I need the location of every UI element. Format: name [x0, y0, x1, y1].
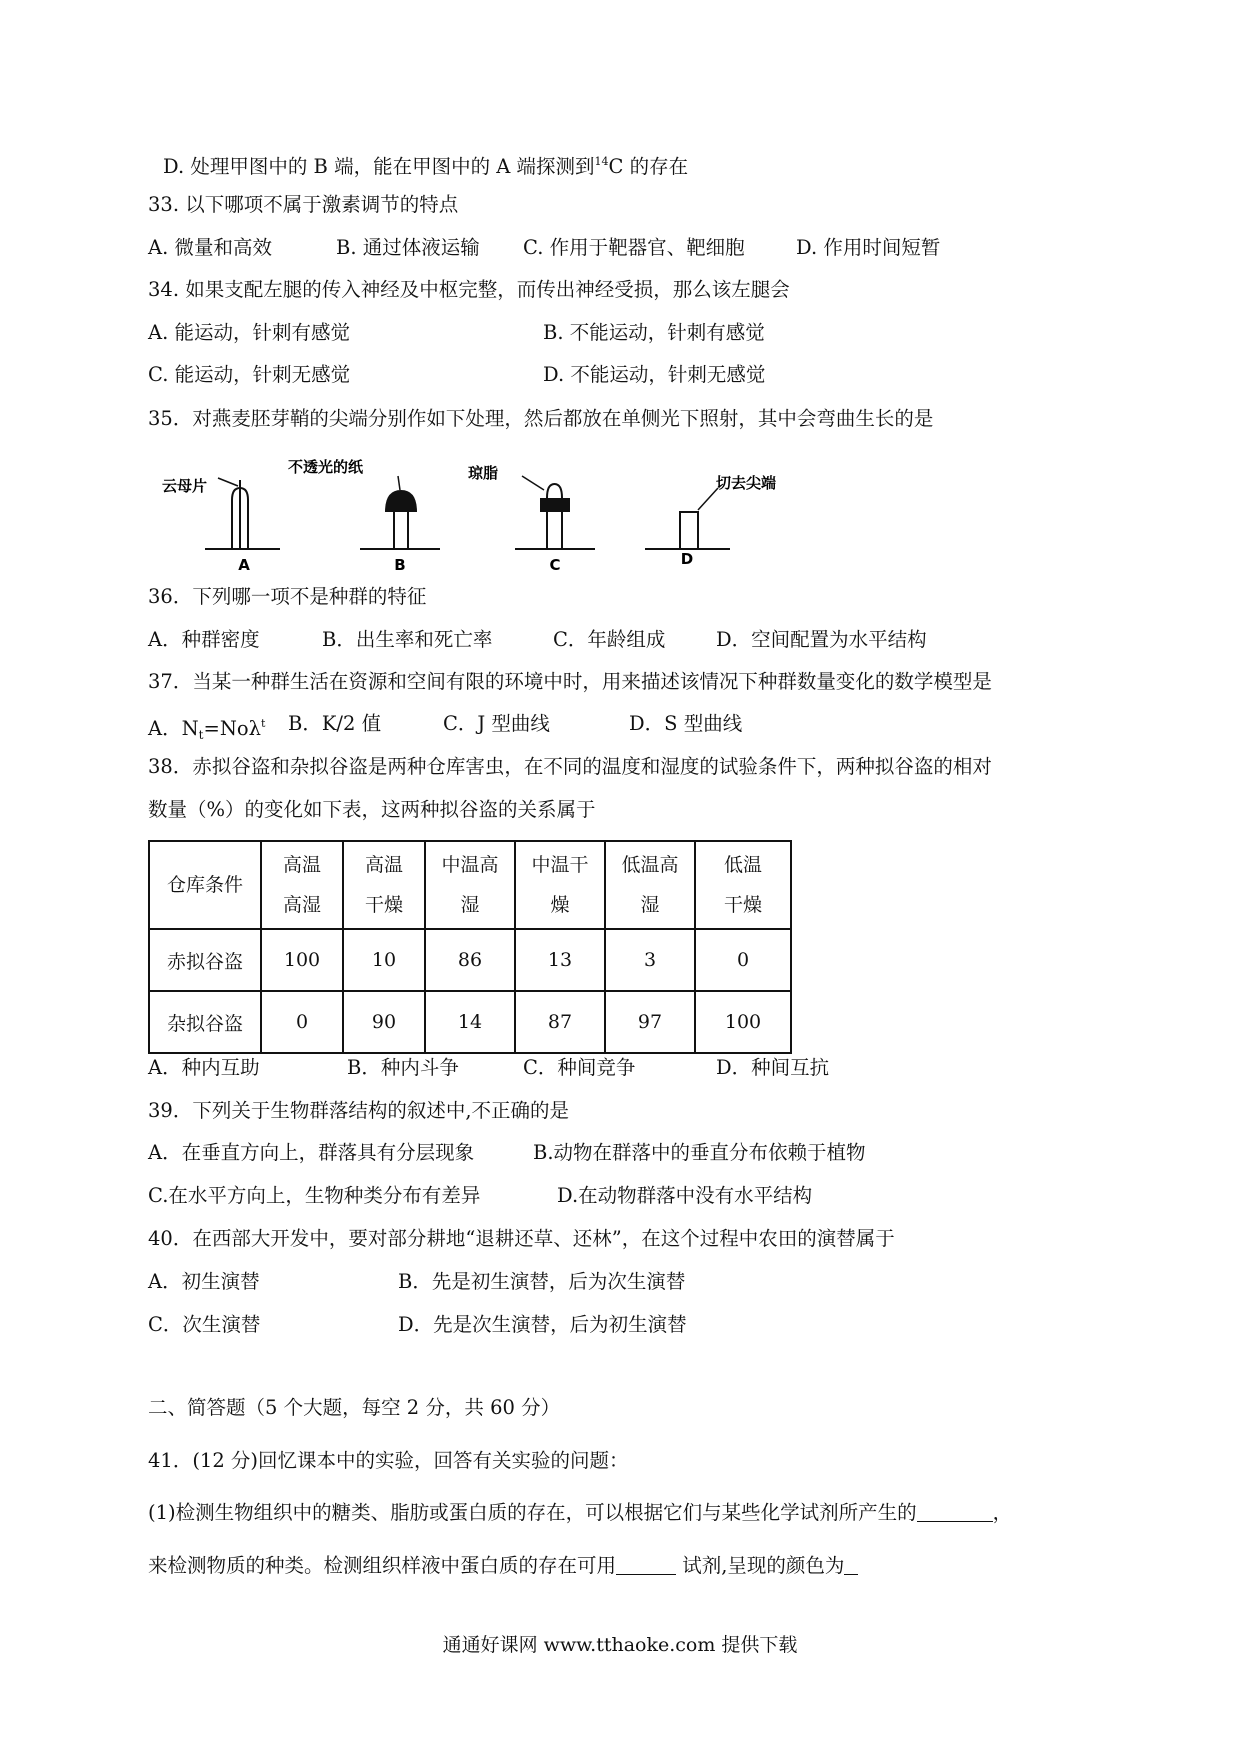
table-cell: 100 — [695, 991, 791, 1053]
q40-option-c: C．次生演替 — [148, 1313, 261, 1336]
table-header-cell: 仓库条件 — [149, 841, 261, 929]
label-cut: 切去尖端 — [716, 474, 777, 492]
q37-option-c: C．J 型曲线 — [443, 712, 550, 735]
q37-stem: 37．当某一种群生活在资源和空间有限的环境中时，用来描述该情况下种群数量变化的数学模型是 — [148, 670, 992, 693]
letter-c: C — [549, 556, 561, 574]
q41-part1-line1: (1)检测生物组织中的糖类、脂肪或蛋白质的存在，可以根据它们与某些化学试剂所产生的 ， — [148, 1501, 1013, 1524]
q34-option-a: A. 能运动，针刺有感觉 — [148, 321, 350, 344]
q33-option-a: A. 微量和高效 — [148, 236, 272, 259]
q36-stem: 36．下列哪一项不是种群的特征 — [148, 585, 427, 608]
table-cell: 杂拟谷盗 — [149, 991, 261, 1053]
q35-stem: 35．对燕麦胚芽鞘的尖端分别作如下处理，然后都放在单侧光下照射，其中会弯曲生长的是 — [148, 407, 934, 430]
q38-stem-line2: 数量（%）的变化如下表，这两种拟谷盗的关系属于 — [148, 798, 596, 821]
table-cell: 10 — [343, 929, 425, 991]
label-paper: 不透光的纸 — [288, 458, 364, 476]
answer-blank[interactable] — [844, 1554, 858, 1575]
table-cell: 14 — [425, 991, 515, 1053]
coleoptile-a — [162, 477, 280, 574]
table-cell: 赤拟谷盗 — [149, 929, 261, 991]
table-header-cell: 中温干 燥 — [515, 841, 605, 929]
q40-option-b: B．先是初生演替，后为次生演替 — [398, 1270, 686, 1293]
table-header-cell: 高温 干燥 — [343, 841, 425, 929]
table-cell: 13 — [515, 929, 605, 991]
table-cell: 3 — [605, 929, 695, 991]
table-cell: 97 — [605, 991, 695, 1053]
table-cell: 87 — [515, 991, 605, 1053]
q39-option-a: A．在垂直方向上，群落具有分层现象 — [148, 1141, 475, 1164]
coleoptile-c — [468, 464, 595, 574]
q33-stem: 33. 以下哪项不属于激素调节的特点 — [148, 193, 459, 216]
label-mica: 云母片 — [162, 477, 208, 495]
q40-stem: 40．在西部大开发中，要对部分耕地“退耕还草、还林”，在这个过程中农田的演替属于 — [148, 1227, 895, 1250]
q37-option-d: D．S 型曲线 — [629, 712, 743, 735]
page-footer: 通通好课网 www.tthaoke.com 提供下载 — [442, 1634, 798, 1656]
q39-option-d: D.在动物群落中没有水平结构 — [557, 1184, 813, 1207]
q38-stem-line1: 38．赤拟谷盗和杂拟谷盗是两种仓库害虫，在不同的温度和湿度的试验条件下，两种拟谷盗的相对 — [148, 755, 992, 778]
q37-option-a: A．$N_t=No\lambda^t$ — [148, 717, 266, 742]
coleoptile-d — [645, 474, 776, 568]
table-header-cell: 高温 高湿 — [261, 841, 343, 929]
table-cell: 0 — [261, 991, 343, 1053]
table-header-row — [149, 841, 791, 929]
q36-option-d: D．空间配置为水平结构 — [716, 628, 927, 651]
q39-stem: 39．下列关于生物群落结构的叙述中,不正确的是 — [148, 1099, 570, 1122]
letter-b: B — [394, 556, 406, 574]
q41-stem: 41．(12 分)回忆课本中的实验，回答有关实验的问题： — [148, 1449, 629, 1472]
table-cell: 90 — [343, 991, 425, 1053]
table-header-cell: 低温高 湿 — [605, 841, 695, 929]
q38-option-b: B．种内斗争 — [347, 1056, 459, 1079]
q36-option-b: B．出生率和死亡率 — [322, 628, 493, 651]
q36-option-a: A．种群密度 — [148, 628, 260, 651]
beetle-data-table — [148, 840, 792, 1054]
answer-blank[interactable] — [616, 1554, 676, 1575]
label-agar: 琼脂 — [468, 464, 499, 482]
table-cell: 0 — [695, 929, 791, 991]
q38-option-c: C．种间竞争 — [523, 1056, 636, 1079]
letter-a: A — [238, 556, 250, 574]
table-header-cell: 低温 干燥 — [695, 841, 791, 929]
q34-option-c: C. 能运动，针刺无感觉 — [148, 363, 351, 386]
table-header-cell: 中温高 湿 — [425, 841, 515, 929]
q39-option-c: C.在水平方向上，生物种类分布有差异 — [148, 1184, 481, 1207]
q38-option-a: A．种内互助 — [148, 1056, 260, 1079]
letter-d: D — [680, 550, 694, 568]
q32-option-d: D. 处理甲图中的 B 端，能在甲图中的 A 端探测到$^{14}$C 的存在 — [163, 155, 689, 178]
q40-option-d: D．先是次生演替，后为初生演替 — [398, 1313, 687, 1336]
q37-option-b: B．K/2 值 — [288, 712, 382, 735]
q33-option-b: B. 通过体液运输 — [336, 236, 480, 259]
q41-part1-line2: 来检测物质的种类。检测组织样液中蛋白质的存在可用 试剂,呈现的颜色为 — [148, 1553, 858, 1579]
q34-option-d: D. 不能运动，针刺无感觉 — [543, 363, 766, 386]
coleoptile-figure — [150, 458, 810, 576]
coleoptile-b — [288, 458, 440, 574]
q33-option-c: C. 作用于靶器官、靶细胞 — [523, 236, 745, 259]
table-row — [149, 991, 791, 1053]
q34-stem: 34. 如果支配左腿的传入神经及中枢完整，而传出神经受损，那么该左腿会 — [148, 278, 790, 301]
q34-option-b: B. 不能运动，针刺有感觉 — [543, 321, 765, 344]
table-cell: 100 — [261, 929, 343, 991]
answer-blank[interactable] — [917, 1501, 993, 1522]
q38-option-d: D．种间互抗 — [716, 1056, 830, 1079]
q39-option-b: B.动物在群落中的垂直分布依赖于植物 — [533, 1141, 866, 1164]
q40-option-a: A．初生演替 — [148, 1270, 260, 1293]
table-cell: 86 — [425, 929, 515, 991]
q33-option-d: D. 作用时间短暂 — [796, 236, 941, 259]
q36-option-c: C．年龄组成 — [553, 628, 666, 651]
table-row — [149, 929, 791, 991]
section-2-title: 二、简答题（5 个大题，每空 2 分，共 60 分） — [148, 1396, 561, 1419]
